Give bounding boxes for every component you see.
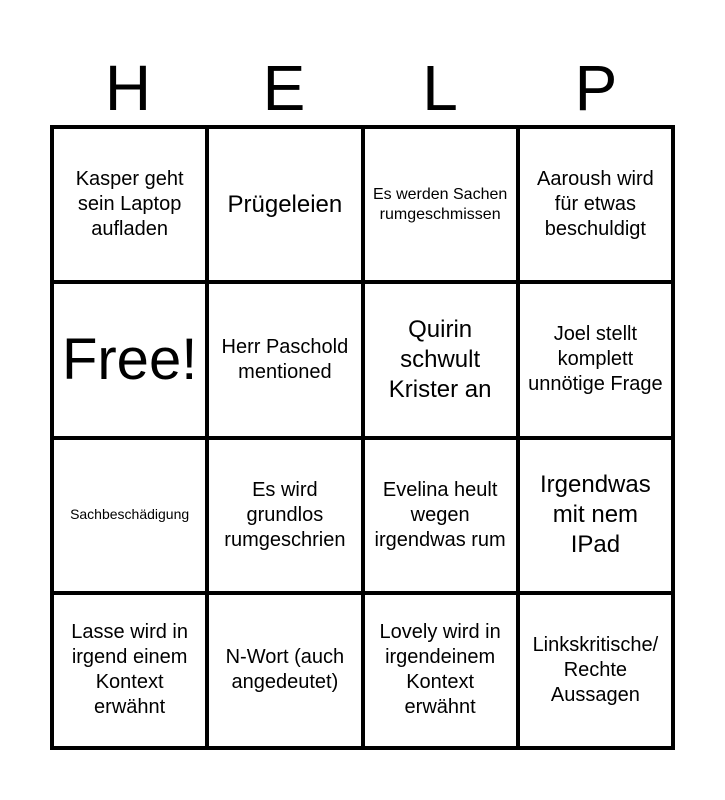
cell-text: Lovely wird in irgendeinem Kontext erwähnt: [379, 621, 501, 719]
bingo-board: [50, 125, 675, 750]
bingo-cell[interactable]: [365, 595, 516, 746]
bingo-cell[interactable]: [520, 440, 671, 591]
header-letter-e: E: [262, 51, 306, 124]
cell-text: Joel stellt komplett unnötige Frage: [528, 323, 663, 396]
bingo-cell[interactable]: [365, 284, 516, 435]
bingo-cell[interactable]: [365, 129, 516, 280]
bingo-cell[interactable]: [520, 129, 671, 280]
bingo-cell[interactable]: [54, 129, 205, 280]
free-space-text: Free!: [61, 326, 198, 392]
cell-text: Irgendwas mit nem IPad: [540, 471, 651, 559]
cell-text: Es wird grundlos rumgeschrien: [224, 478, 346, 551]
header-letter-l: L: [422, 51, 458, 124]
cell-text: Kasper geht sein Laptop aufladen: [75, 168, 184, 241]
bingo-header: [50, 50, 675, 125]
bingo-cell[interactable]: [520, 595, 671, 746]
cell-text: Evelina heult wegen irgendwas rum: [374, 478, 506, 551]
cell-text: Linkskritische/ Rechte Aussagen: [532, 633, 659, 706]
bingo-cell[interactable]: [54, 440, 205, 591]
bingo-cell[interactable]: [209, 129, 360, 280]
cell-text: Aaroush wird für etwas beschuldigt: [537, 168, 654, 241]
bingo-cell-free[interactable]: [54, 284, 205, 435]
cell-text: N-Wort (auch angedeutet): [225, 646, 345, 694]
cell-text: Sachbeschädigung: [70, 506, 190, 523]
bingo-cell[interactable]: [54, 595, 205, 746]
cell-text: Lasse wird in irgend einem Kontext erwähnt: [71, 621, 188, 719]
cell-text: Prügeleien: [227, 190, 343, 218]
cell-text: Herr Paschold mentioned: [221, 335, 349, 383]
bingo-cell[interactable]: [365, 440, 516, 591]
bingo-cell[interactable]: [209, 595, 360, 746]
bingo-cell[interactable]: [520, 284, 671, 435]
header-letter-h: H: [104, 51, 152, 124]
header-letter-p: P: [574, 51, 618, 124]
bingo-cell[interactable]: [209, 440, 360, 591]
cell-text: Quirin schwult Krister an: [388, 315, 492, 403]
bingo-cell[interactable]: [209, 284, 360, 435]
cell-text: Es werden Sachen rumgeschmissen: [372, 185, 508, 223]
